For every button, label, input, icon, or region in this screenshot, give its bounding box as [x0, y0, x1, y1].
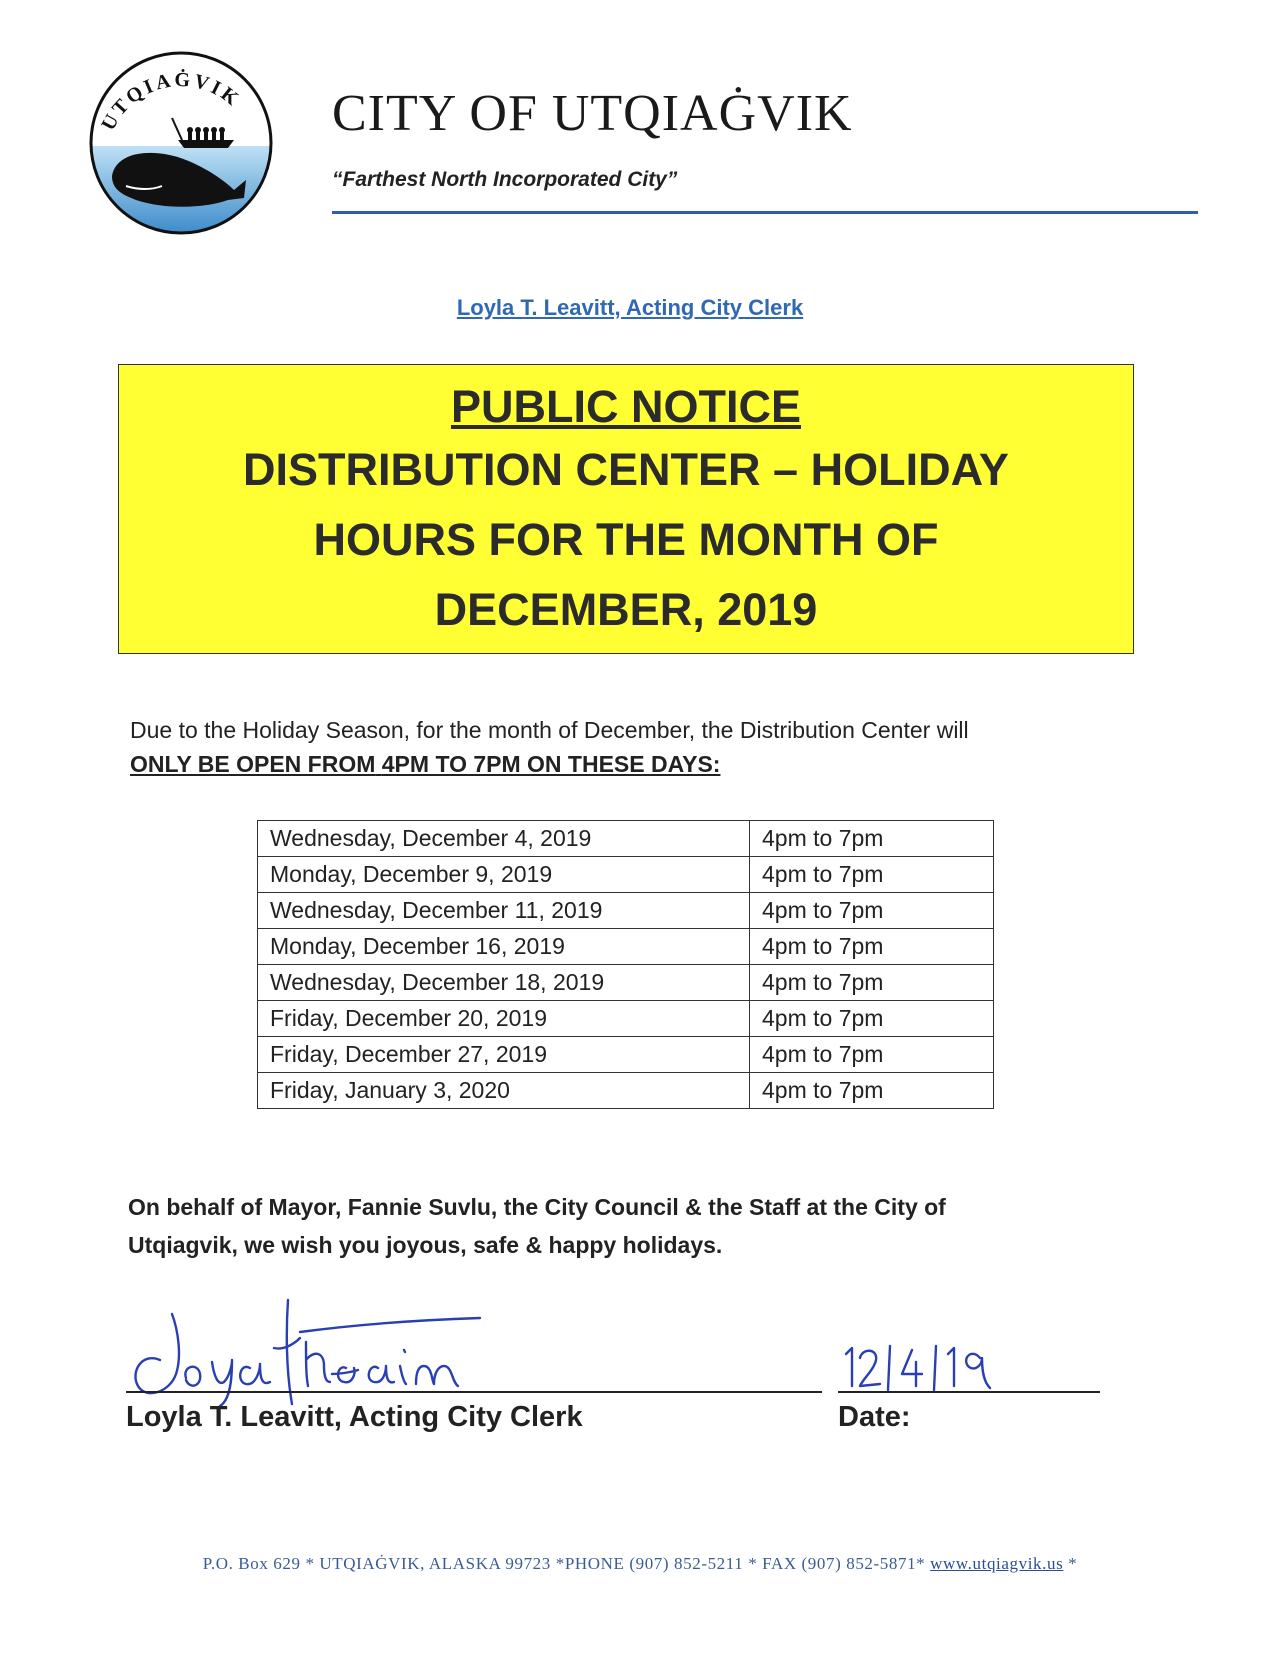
- schedule-day: Friday, January 3, 2020: [258, 1073, 750, 1109]
- schedule-day: Friday, December 20, 2019: [258, 1001, 750, 1037]
- seal-lettering: UTQIAĠVIK: [97, 68, 245, 135]
- website-link[interactable]: www.utqiagvik.us: [930, 1554, 1064, 1573]
- schedule-hours: 4pm to 7pm: [750, 1001, 994, 1037]
- table-row: [258, 1073, 994, 1109]
- intro-emphasis: [130, 751, 720, 777]
- city-name-heading: CITY OF UTQIAĠVIK: [332, 85, 853, 142]
- closing-message: [128, 1188, 1128, 1264]
- handwritten-date: [840, 1340, 1020, 1396]
- footer-contact: [0, 1554, 1280, 1574]
- schedule-day: Monday, December 16, 2019: [258, 929, 750, 965]
- table-row: [258, 965, 994, 1001]
- header-divider: [332, 211, 1198, 214]
- clerk-name-line: Loyla T. Leavitt, Acting City Clerk: [456, 295, 804, 320]
- schedule-hours: 4pm to 7pm: [750, 1037, 994, 1073]
- notice-subtitle-line-2: HOURS FOR THE MONTH OF: [313, 514, 939, 565]
- table-row: [258, 1001, 994, 1037]
- closing-line-1: On behalf of Mayor, Fannie Suvlu, the City Council & the Staff at the City of: [128, 1194, 946, 1220]
- intro-emphasis-part1: ONLY BE OPEN FROM: [130, 751, 376, 777]
- schedule-day: Wednesday, December 11, 2019: [258, 893, 750, 929]
- schedule-hours: 4pm to 7pm: [750, 1073, 994, 1109]
- table-row: [258, 893, 994, 929]
- notice-subtitle-line-1: DISTRIBUTION CENTER – HOLIDAY: [243, 444, 1009, 495]
- schedule-day: Friday, December 27, 2019: [258, 1037, 750, 1073]
- schedule-hours: 4pm to 7pm: [750, 893, 994, 929]
- schedule-hours: 4pm to 7pm: [750, 821, 994, 857]
- schedule-table: [257, 820, 994, 1109]
- table-row: [258, 929, 994, 965]
- date-label: Date:: [838, 1401, 911, 1433]
- city-seal-logo: [86, 48, 276, 238]
- notice-title: PUBLIC NOTICE: [450, 381, 801, 432]
- signer-name-title: Loyla T. Leavitt, Acting City Clerk: [126, 1401, 583, 1433]
- schedule-day: Monday, December 9, 2019: [258, 857, 750, 893]
- schedule-day: Wednesday, December 4, 2019: [258, 821, 750, 857]
- schedule-day: Wednesday, December 18, 2019: [258, 965, 750, 1001]
- signature-line: [126, 1391, 822, 1393]
- schedule-hours: 4pm to 7pm: [750, 857, 994, 893]
- table-row: [258, 1037, 994, 1073]
- notice-subtitle-line-3: DECEMBER, 2019: [434, 584, 818, 635]
- intro-emphasis-part2: 4PM TO 7PM ON THESE DAYS:: [381, 751, 721, 777]
- table-row: [258, 857, 994, 893]
- schedule-hours: 4pm to 7pm: [750, 965, 994, 1001]
- intro-text: Due to the Holiday Season, for the month of December, the Distribution Center will: [130, 717, 969, 743]
- table-row: [258, 821, 994, 857]
- schedule-hours: 4pm to 7pm: [750, 929, 994, 965]
- closing-line-2: Utqiagvik, we wish you joyous, safe & happy holidays.: [128, 1232, 723, 1258]
- footer-address: P.O. Box 629 * UTQIAĠVIK, ALASKA 99723 *PHONE (907) 852-5211 * FAX (907) 852-5871*: [202, 1554, 926, 1573]
- date-line: [838, 1391, 1100, 1393]
- intro-paragraph: [130, 713, 1180, 781]
- city-tagline: “Farthest North Incorporated City”: [332, 168, 678, 191]
- public-notice-box: [118, 364, 1134, 654]
- footer-trailing: *: [1068, 1554, 1078, 1573]
